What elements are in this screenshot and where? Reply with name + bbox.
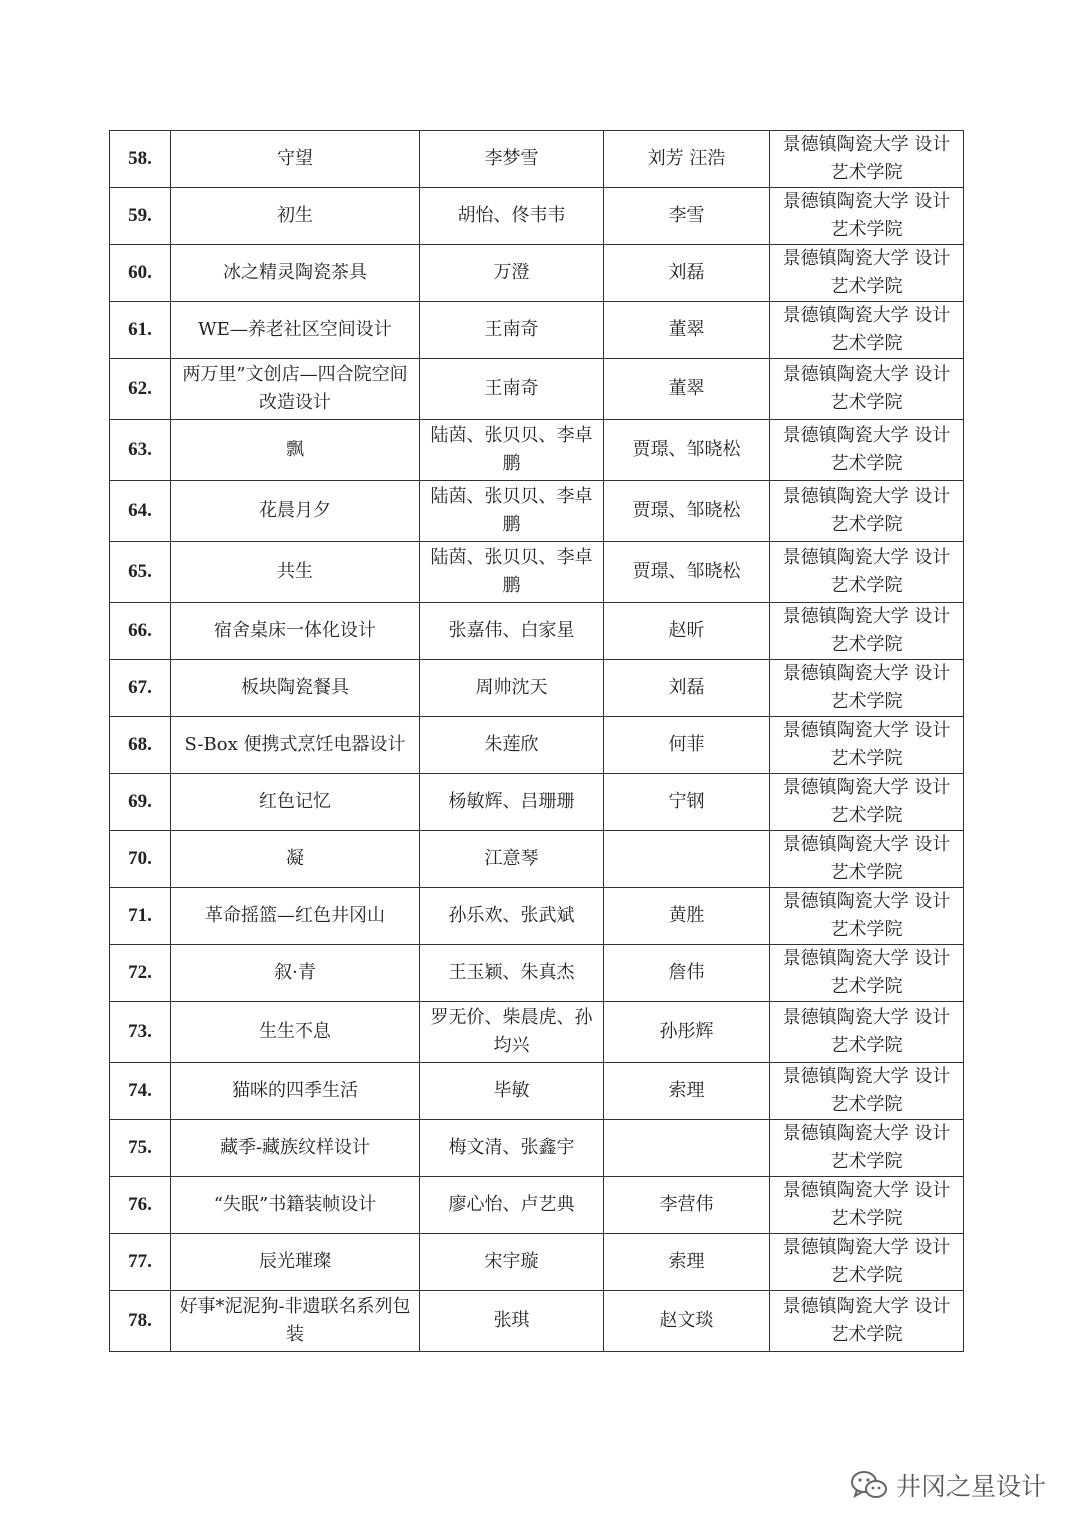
entry-advisors: 李雪 [604,188,770,245]
entry-authors: 张嘉伟、白家星 [420,603,604,660]
entry-advisors [604,1120,770,1177]
entry-school: 景德镇陶瓷大学 设计艺术学院 [770,302,964,359]
table-row [110,660,964,717]
entry-advisors: 贾璟、邹晓松 [604,481,770,542]
table-row [110,831,964,888]
entry-authors: 江意琴 [420,831,604,888]
entry-number: 75. [110,1120,171,1177]
entry-title: WE—养老社区空间设计 [171,302,420,359]
entry-number: 61. [110,302,171,359]
entry-authors: 孙乐欢、张武斌 [420,888,604,945]
entry-number: 68. [110,717,171,774]
entry-advisors: 贾璟、邹晓松 [604,420,770,481]
entry-school: 景德镇陶瓷大学 设计艺术学院 [770,888,964,945]
entry-title: 革命摇篮—红色井冈山 [171,888,420,945]
entry-advisors: 刘磊 [604,245,770,302]
entry-advisors: 黄胜 [604,888,770,945]
entry-advisors: 索理 [604,1234,770,1291]
entry-title: 初生 [171,188,420,245]
table-row [110,1120,964,1177]
entry-school: 景德镇陶瓷大学 设计艺术学院 [770,481,964,542]
table-row [110,1002,964,1063]
entry-authors: 宋宇璇 [420,1234,604,1291]
entry-school: 景德镇陶瓷大学 设计艺术学院 [770,1063,964,1120]
entry-number: 63. [110,420,171,481]
table-row [110,188,964,245]
entry-title: 花晨月夕 [171,481,420,542]
entry-authors: 周帅沈天 [420,660,604,717]
entry-title: 藏季-藏族纹样设计 [171,1120,420,1177]
entry-school: 景德镇陶瓷大学 设计艺术学院 [770,1291,964,1352]
table-row [110,603,964,660]
table-row [110,717,964,774]
entry-number: 70. [110,831,171,888]
entry-school: 景德镇陶瓷大学 设计艺术学院 [770,359,964,420]
table-row [110,774,964,831]
entry-school: 景德镇陶瓷大学 设计艺术学院 [770,945,964,1002]
entry-authors: 杨敏辉、吕珊珊 [420,774,604,831]
entry-advisors: 孙彤辉 [604,1002,770,1063]
entry-authors: 毕敏 [420,1063,604,1120]
entry-authors: 朱莲欣 [420,717,604,774]
entry-school: 景德镇陶瓷大学 设计艺术学院 [770,831,964,888]
table-row [110,131,964,188]
wechat-icon [850,1469,888,1501]
entry-authors: 陆茵、张贝贝、李卓鹏 [420,420,604,481]
table-row [110,1063,964,1120]
entry-advisors: 刘芳 汪浩 [604,131,770,188]
entry-advisors: 何菲 [604,717,770,774]
entry-school: 景德镇陶瓷大学 设计艺术学院 [770,603,964,660]
entry-title: 辰光璀璨 [171,1234,420,1291]
entry-number: 69. [110,774,171,831]
entry-number: 60. [110,245,171,302]
entry-authors: 胡怡、佟韦韦 [420,188,604,245]
entry-title: 守望 [171,131,420,188]
entry-advisors: 董翠 [604,302,770,359]
entry-number: 77. [110,1234,171,1291]
entry-school: 景德镇陶瓷大学 设计艺术学院 [770,131,964,188]
entry-advisors: 董翠 [604,359,770,420]
entry-advisors: 索理 [604,1063,770,1120]
entry-advisors: 赵昕 [604,603,770,660]
entry-school: 景德镇陶瓷大学 设计艺术学院 [770,717,964,774]
entry-advisors: 詹伟 [604,945,770,1002]
entry-authors: 罗无价、柴晨虎、孙均兴 [420,1002,604,1063]
entry-authors: 张琪 [420,1291,604,1352]
entry-school: 景德镇陶瓷大学 设计艺术学院 [770,774,964,831]
table-row [110,1291,964,1352]
entry-number: 64. [110,481,171,542]
entry-number: 59. [110,188,171,245]
entry-number: 74. [110,1063,171,1120]
table-row [110,302,964,359]
entry-school: 景德镇陶瓷大学 设计艺术学院 [770,188,964,245]
table-row [110,1177,964,1234]
entry-school: 景德镇陶瓷大学 设计艺术学院 [770,542,964,603]
entry-number: 65. [110,542,171,603]
entry-school: 景德镇陶瓷大学 设计艺术学院 [770,420,964,481]
entry-authors: 王南奇 [420,302,604,359]
entry-advisors: 宁钢 [604,774,770,831]
entry-title: 宿舍桌床一体化设计 [171,603,420,660]
entry-number: 67. [110,660,171,717]
entry-advisors: 赵文琰 [604,1291,770,1352]
entry-title: 共生 [171,542,420,603]
table-row [110,359,964,420]
entry-title: S-Box 便携式烹饪电器设计 [171,717,420,774]
entry-number: 71. [110,888,171,945]
entry-authors: 梅文清、张鑫宇 [420,1120,604,1177]
table-row [110,481,964,542]
award-list-table [109,130,964,1352]
entry-advisors: 刘磊 [604,660,770,717]
entry-title: 冰之精灵陶瓷茶具 [171,245,420,302]
table-row [110,542,964,603]
entry-number: 78. [110,1291,171,1352]
entry-school: 景德镇陶瓷大学 设计艺术学院 [770,1177,964,1234]
entry-school: 景德镇陶瓷大学 设计艺术学院 [770,1234,964,1291]
entry-advisors [604,831,770,888]
entry-school: 景德镇陶瓷大学 设计艺术学院 [770,1120,964,1177]
entry-school: 景德镇陶瓷大学 设计艺术学院 [770,1002,964,1063]
table-row [110,1234,964,1291]
entry-advisors: 贾璟、邹晓松 [604,542,770,603]
entry-school: 景德镇陶瓷大学 设计艺术学院 [770,660,964,717]
table-row [110,888,964,945]
entry-title: 凝 [171,831,420,888]
table-row [110,945,964,1002]
entry-title: 红色记忆 [171,774,420,831]
watermark-text: 井冈之星设计 [895,1472,1046,1501]
entry-number: 72. [110,945,171,1002]
table-row [110,245,964,302]
entry-number: 62. [110,359,171,420]
entry-number: 66. [110,603,171,660]
entry-title: 好事*泥泥狗-非遗联名系列包装 [171,1291,420,1352]
award-list-body [110,131,964,1352]
watermark [850,1467,1046,1503]
entry-title: 叙·青 [171,945,420,1002]
entry-title: 飘 [171,420,420,481]
entry-title: 两万里”文创店—四合院空间改造设计 [171,359,420,420]
entry-authors: 陆茵、张贝贝、李卓鹏 [420,542,604,603]
entry-advisors: 李营伟 [604,1177,770,1234]
entry-authors: 陆茵、张贝贝、李卓鹏 [420,481,604,542]
entry-number: 58. [110,131,171,188]
table-row [110,420,964,481]
entry-authors: 万澄 [420,245,604,302]
entry-authors: 王玉颖、朱真杰 [420,945,604,1002]
entry-authors: 王南奇 [420,359,604,420]
entry-authors: 廖心怡、卢艺典 [420,1177,604,1234]
entry-number: 73. [110,1002,171,1063]
entry-school: 景德镇陶瓷大学 设计艺术学院 [770,245,964,302]
entry-title: 生生不息 [171,1002,420,1063]
entry-title: 猫咪的四季生活 [171,1063,420,1120]
entry-title: “失眠”书籍装帧设计 [171,1177,420,1234]
entry-title: 板块陶瓷餐具 [171,660,420,717]
entry-authors: 李梦雪 [420,131,604,188]
entry-number: 76. [110,1177,171,1234]
